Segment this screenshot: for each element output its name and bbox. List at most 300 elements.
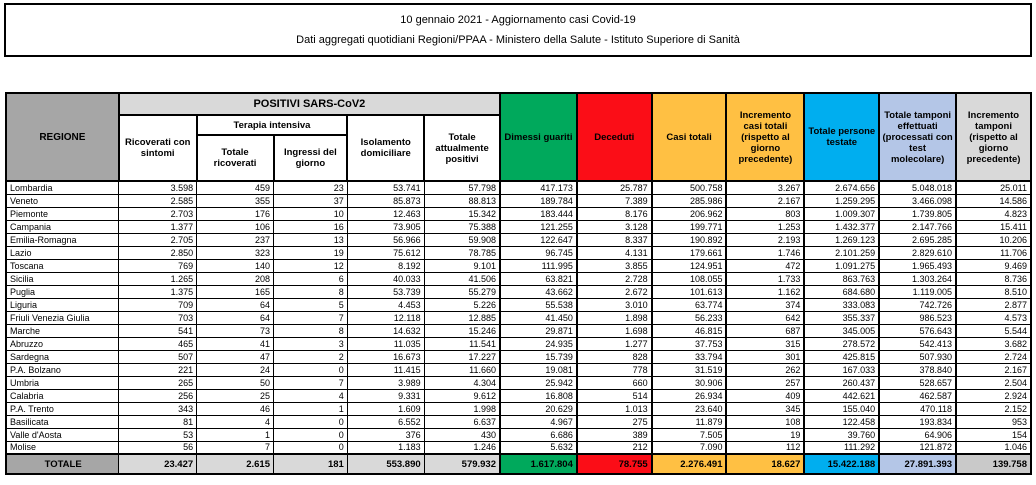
column-group-terapia-intensiva: Terapia intensiva [197,115,348,135]
total-cell: 2.615 [197,454,274,474]
value-cell: 9.101 [424,259,500,272]
value-cell: 78.785 [424,246,500,259]
value-cell: 769 [119,259,197,272]
value-cell: 111.995 [500,259,577,272]
value-cell: 642 [726,311,804,324]
region-name-cell: Sardegna [6,350,119,363]
value-cell: 409 [726,389,804,402]
total-cell: 181 [274,454,348,474]
value-cell: 121.255 [500,220,577,233]
value-cell: 63.774 [652,298,727,311]
value-cell: 39.760 [804,428,879,441]
value-cell: 500.758 [652,181,727,194]
value-cell: 6 [274,272,348,285]
value-cell: 542.413 [879,337,956,350]
value-cell: 576.643 [879,324,956,337]
value-cell: 7 [197,441,274,454]
value-cell: 541 [119,324,197,337]
total-cell: 23.427 [119,454,197,474]
value-cell: 828 [577,350,652,363]
value-cell: 221 [119,363,197,376]
value-cell: 9.331 [347,389,424,402]
value-cell: 703 [119,311,197,324]
value-cell: 528.657 [879,376,956,389]
value-cell: 55.538 [500,298,577,311]
table-row [6,389,1031,402]
value-cell: 5.544 [956,324,1031,337]
value-cell: 14.632 [347,324,424,337]
value-cell: 1.162 [726,285,804,298]
column-header-attualmente-positivi: Totale attualmente positivi [424,115,500,181]
value-cell: 13 [274,233,348,246]
value-cell: 7 [274,376,348,389]
value-cell: 374 [726,298,804,311]
value-cell: 108 [726,415,804,428]
value-cell: 459 [197,181,274,194]
value-cell: 262 [726,363,804,376]
value-cell: 1.739.805 [879,207,956,220]
value-cell: 355 [197,194,274,207]
total-cell: 553.890 [347,454,424,474]
value-cell: 323 [197,246,274,259]
value-cell: 50 [197,376,274,389]
value-cell: 41.506 [424,272,500,285]
value-cell: 0 [274,428,348,441]
value-cell: 3.855 [577,259,652,272]
value-cell: 206.962 [652,207,727,220]
value-cell: 193.834 [879,415,956,428]
value-cell: 2.167 [956,363,1031,376]
table-row [6,259,1031,272]
value-cell: 7 [274,311,348,324]
value-cell: 389 [577,428,652,441]
value-cell: 256 [119,389,197,402]
region-name-cell: Marche [6,324,119,337]
value-cell: 19 [726,428,804,441]
value-cell: 63.821 [500,272,577,285]
value-cell: 953 [956,415,1031,428]
table-row [6,402,1031,415]
value-cell: 2.924 [956,389,1031,402]
value-cell: 11.879 [652,415,727,428]
value-cell: 1.046 [956,441,1031,454]
value-cell: 863.763 [804,272,879,285]
value-cell: 3.682 [956,337,1031,350]
value-cell: 442.621 [804,389,879,402]
value-cell: 20.629 [500,402,577,415]
value-cell: 507.930 [879,350,956,363]
value-cell: 4.823 [956,207,1031,220]
value-cell: 430 [424,428,500,441]
value-cell: 1 [274,402,348,415]
value-cell: 345.005 [804,324,879,337]
region-name-cell: Basilicata [6,415,119,428]
value-cell: 507 [119,350,197,363]
value-cell: 2.705 [119,233,197,246]
value-cell: 5.048.018 [879,181,956,194]
value-cell: 8 [274,324,348,337]
region-name-cell: Piemonte [6,207,119,220]
total-cell-dimessi: 1.617.804 [500,454,577,474]
table-row [6,415,1031,428]
column-group-positivi: POSITIVI SARS-CoV2 [119,93,500,115]
value-cell: 81 [119,415,197,428]
value-cell: 25 [197,389,274,402]
value-cell: 140 [197,259,274,272]
value-cell: 472 [726,259,804,272]
value-cell: 15.411 [956,220,1031,233]
table-row [6,298,1031,311]
value-cell: 465 [119,337,197,350]
value-cell: 88.813 [424,194,500,207]
value-cell: 1.998 [424,402,500,415]
value-cell: 111.292 [804,441,879,454]
total-cell-incremento-casi: 18.627 [726,454,804,474]
table-row [6,363,1031,376]
value-cell: 1.246 [424,441,500,454]
value-cell: 124.951 [652,259,727,272]
value-cell: 2.672 [577,285,652,298]
value-cell: 24 [197,363,274,376]
value-cell: 1.259.295 [804,194,879,207]
value-cell: 301 [726,350,804,363]
column-header-regione: REGIONE [6,93,119,181]
value-cell: 8 [274,285,348,298]
value-cell: 25.787 [577,181,652,194]
value-cell: 8.176 [577,207,652,220]
value-cell: 19.081 [500,363,577,376]
value-cell: 3.989 [347,376,424,389]
table-row [6,311,1031,324]
value-cell: 14.586 [956,194,1031,207]
value-cell: 8.510 [956,285,1031,298]
column-header-tamponi: Totale tamponi effettuati (processati con test molecolare) [879,93,956,181]
value-cell: 59.908 [424,233,500,246]
value-cell: 8.192 [347,259,424,272]
value-cell: 15.342 [424,207,500,220]
value-cell: 2.703 [119,207,197,220]
value-cell: 2.724 [956,350,1031,363]
value-cell: 3.010 [577,298,652,311]
value-cell: 1 [197,428,274,441]
column-header-incremento-tamponi: Incremento tamponi (rispetto al giorno precedente) [956,93,1031,181]
value-cell: 190.892 [652,233,727,246]
region-name-cell: Friuli Venezia Giulia [6,311,119,324]
column-header-casi-totali: Casi totali [652,93,727,181]
value-cell: 2.674.656 [804,181,879,194]
region-name-cell: Emilia-Romagna [6,233,119,246]
value-cell: 2.504 [956,376,1031,389]
region-name-cell: Abruzzo [6,337,119,350]
value-cell: 37.753 [652,337,727,350]
value-cell: 53.741 [347,181,424,194]
region-name-cell: Molise [6,441,119,454]
total-row [6,454,1031,474]
region-name-cell: P.A. Trento [6,402,119,415]
value-cell: 73.905 [347,220,424,233]
value-cell: 11.660 [424,363,500,376]
value-cell: 3.128 [577,220,652,233]
value-cell: 4.453 [347,298,424,311]
value-cell: 64 [197,311,274,324]
value-cell: 260.437 [804,376,879,389]
value-cell: 265 [119,376,197,389]
value-cell: 1.377 [119,220,197,233]
value-cell: 2.850 [119,246,197,259]
value-cell: 199.771 [652,220,727,233]
value-cell: 278.572 [804,337,879,350]
value-cell: 1.253 [726,220,804,233]
value-cell: 16 [274,220,348,233]
value-cell: 73 [197,324,274,337]
column-header-isolamento: Isolamento domiciliare [347,115,424,181]
value-cell: 2.147.766 [879,220,956,233]
value-cell: 101.613 [652,285,727,298]
value-cell: 3 [274,337,348,350]
value-cell: 709 [119,298,197,311]
value-cell: 1.269.123 [804,233,879,246]
region-name-cell: Calabria [6,389,119,402]
value-cell: 41.450 [500,311,577,324]
value-cell: 208 [197,272,274,285]
value-cell: 43.662 [500,285,577,298]
value-cell: 6.686 [500,428,577,441]
region-name-cell: Liguria [6,298,119,311]
value-cell: 345 [726,402,804,415]
table-row [6,337,1031,350]
value-cell: 5.226 [424,298,500,311]
column-header-totale-ricoverati: Totale ricoverati [197,135,274,181]
value-cell: 165 [197,285,274,298]
value-cell: 778 [577,363,652,376]
column-header-dimessi-guariti: Dimessi guariti [500,93,577,181]
value-cell: 1.009.307 [804,207,879,220]
value-cell: 2.728 [577,272,652,285]
value-cell: 75.388 [424,220,500,233]
value-cell: 1.698 [577,324,652,337]
value-cell: 12 [274,259,348,272]
value-cell: 23.640 [652,402,727,415]
value-cell: 3.267 [726,181,804,194]
value-cell: 11.035 [347,337,424,350]
value-cell: 2.585 [119,194,197,207]
covid-data-table [5,92,1032,475]
value-cell: 40.033 [347,272,424,285]
value-cell: 2.152 [956,402,1031,415]
region-name-cell: Puglia [6,285,119,298]
value-cell: 470.118 [879,402,956,415]
table-row [6,350,1031,363]
value-cell: 4 [197,415,274,428]
value-cell: 47 [197,350,274,363]
value-cell: 1.965.493 [879,259,956,272]
value-cell: 1.091.275 [804,259,879,272]
value-cell: 46 [197,402,274,415]
report-title-box [4,3,1032,57]
value-cell: 57.798 [424,181,500,194]
total-label-cell: TOTALE [6,454,119,474]
value-cell: 2.695.285 [879,233,956,246]
value-cell: 11.541 [424,337,500,350]
value-cell: 2.829.610 [879,246,956,259]
value-cell: 343 [119,402,197,415]
region-name-cell: Toscana [6,259,119,272]
value-cell: 5.632 [500,441,577,454]
value-cell: 12.885 [424,311,500,324]
value-cell: 24.935 [500,337,577,350]
value-cell: 1.432.377 [804,220,879,233]
value-cell: 75.612 [347,246,424,259]
table-row [6,376,1031,389]
value-cell: 803 [726,207,804,220]
value-cell: 257 [726,376,804,389]
value-cell: 96.745 [500,246,577,259]
table-body [6,181,1031,454]
value-cell: 4.967 [500,415,577,428]
value-cell: 1.746 [726,246,804,259]
value-cell: 154 [956,428,1031,441]
table-row [6,428,1031,441]
total-cell-tamponi: 27.891.393 [879,454,956,474]
table-row [6,194,1031,207]
region-name-cell: Sicilia [6,272,119,285]
column-header-ricoverati-sintomi: Ricoverati con sintomi [119,115,197,181]
value-cell: 25.011 [956,181,1031,194]
region-name-cell: Veneto [6,194,119,207]
value-cell: 2 [274,350,348,363]
value-cell: 85.873 [347,194,424,207]
value-cell: 155.040 [804,402,879,415]
value-cell: 122.647 [500,233,577,246]
report-title: 10 gennaio 2021 - Aggiornamento casi Covid-19 [400,13,636,26]
value-cell: 1.277 [577,337,652,350]
value-cell: 46.815 [652,324,727,337]
value-cell: 9.469 [956,259,1031,272]
value-cell: 121.872 [879,441,956,454]
value-cell: 17.227 [424,350,500,363]
value-cell: 37 [274,194,348,207]
value-cell: 376 [347,428,424,441]
value-cell: 4.304 [424,376,500,389]
value-cell: 462.587 [879,389,956,402]
value-cell: 7.505 [652,428,727,441]
value-cell: 11.706 [956,246,1031,259]
value-cell: 333.083 [804,298,879,311]
value-cell: 1.733 [726,272,804,285]
value-cell: 15.246 [424,324,500,337]
value-cell: 112 [726,441,804,454]
value-cell: 53.739 [347,285,424,298]
region-name-cell: Lombardia [6,181,119,194]
value-cell: 285.986 [652,194,727,207]
value-cell: 10.206 [956,233,1031,246]
table-row [6,233,1031,246]
value-cell: 0 [274,363,348,376]
table-row [6,246,1031,259]
value-cell: 5 [274,298,348,311]
value-cell: 742.726 [879,298,956,311]
value-cell: 29.871 [500,324,577,337]
value-cell: 4 [274,389,348,402]
value-cell: 212 [577,441,652,454]
table-row [6,181,1031,194]
value-cell: 1.013 [577,402,652,415]
value-cell: 4.573 [956,311,1031,324]
value-cell: 12.118 [347,311,424,324]
value-cell: 6.637 [424,415,500,428]
region-name-cell: Campania [6,220,119,233]
value-cell: 167.033 [804,363,879,376]
value-cell: 2.101.259 [804,246,879,259]
value-cell: 16.808 [500,389,577,402]
region-name-cell: P.A. Bolzano [6,363,119,376]
value-cell: 315 [726,337,804,350]
value-cell: 355.337 [804,311,879,324]
total-cell-deceduti: 78.755 [577,454,652,474]
value-cell: 7.090 [652,441,727,454]
value-cell: 378.840 [879,363,956,376]
value-cell: 3.598 [119,181,197,194]
value-cell: 3.466.098 [879,194,956,207]
value-cell: 122.458 [804,415,879,428]
value-cell: 30.906 [652,376,727,389]
region-name-cell: Umbria [6,376,119,389]
table-row [6,285,1031,298]
value-cell: 425.815 [804,350,879,363]
value-cell: 1.303.264 [879,272,956,285]
value-cell: 514 [577,389,652,402]
value-cell: 2.167 [726,194,804,207]
value-cell: 0 [274,441,348,454]
value-cell: 189.784 [500,194,577,207]
value-cell: 64 [197,298,274,311]
table-row [6,272,1031,285]
value-cell: 1.898 [577,311,652,324]
value-cell: 660 [577,376,652,389]
value-cell: 7.389 [577,194,652,207]
value-cell: 53 [119,428,197,441]
table-row [6,220,1031,233]
region-name-cell: Lazio [6,246,119,259]
value-cell: 15.739 [500,350,577,363]
value-cell: 64.906 [879,428,956,441]
value-cell: 19 [274,246,348,259]
region-name-cell: Valle d'Aosta [6,428,119,441]
column-header-ingressi-giorno: Ingressi del giorno [274,135,348,181]
value-cell: 33.794 [652,350,727,363]
value-cell: 179.661 [652,246,727,259]
value-cell: 176 [197,207,274,220]
value-cell: 108.055 [652,272,727,285]
value-cell: 10 [274,207,348,220]
value-cell: 23 [274,181,348,194]
value-cell: 106 [197,220,274,233]
column-header-deceduti: Deceduti [577,93,652,181]
value-cell: 1.375 [119,285,197,298]
value-cell: 12.463 [347,207,424,220]
value-cell: 417.173 [500,181,577,194]
value-cell: 11.415 [347,363,424,376]
value-cell: 26.934 [652,389,727,402]
value-cell: 6.552 [347,415,424,428]
value-cell: 41 [197,337,274,350]
value-cell: 1.609 [347,402,424,415]
value-cell: 56 [119,441,197,454]
value-cell: 687 [726,324,804,337]
value-cell: 8.736 [956,272,1031,285]
value-cell: 275 [577,415,652,428]
value-cell: 986.523 [879,311,956,324]
